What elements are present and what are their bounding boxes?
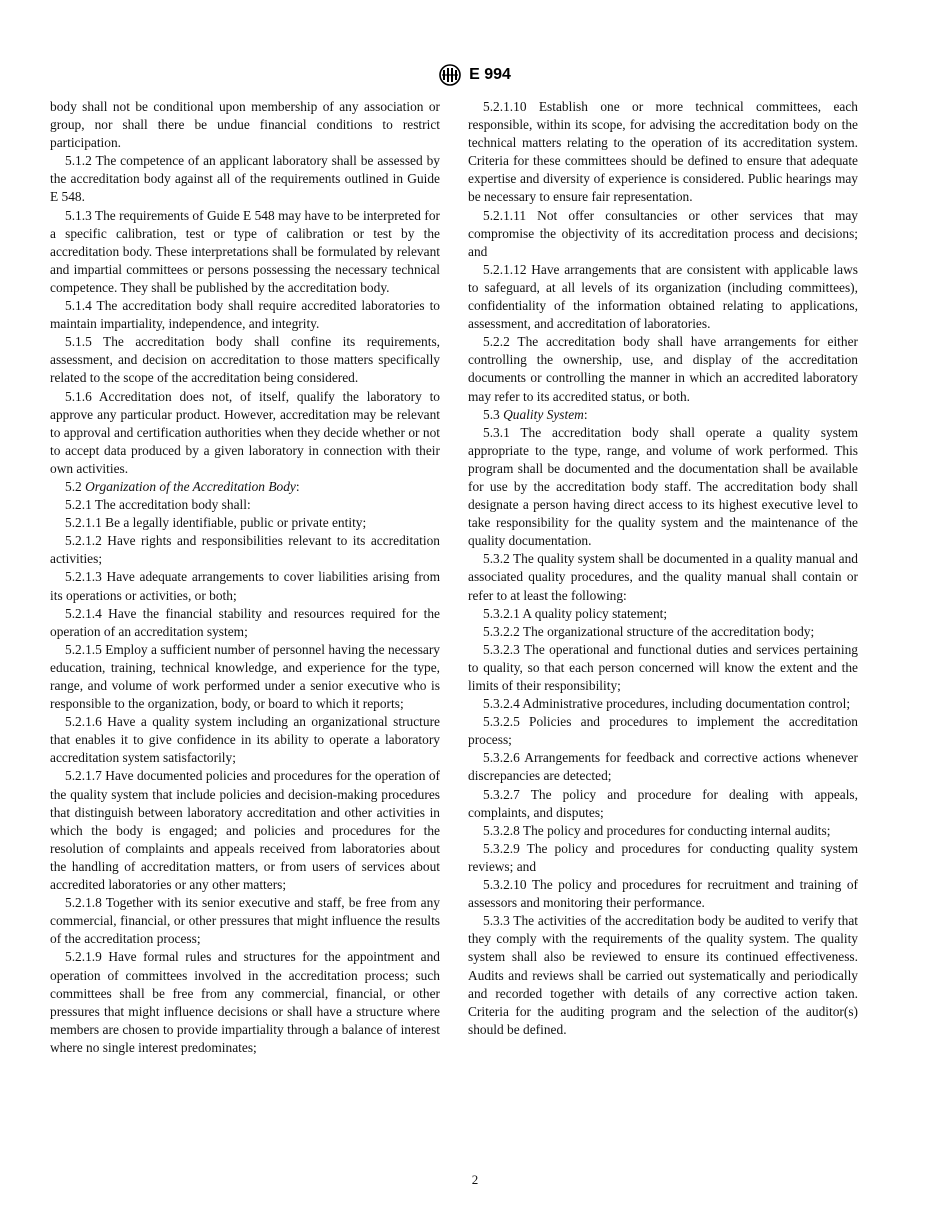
paragraph: 5.3.2.7 The policy and procedure for dealing with appeals, complaints, and disputes; [468, 786, 858, 820]
paragraph: 5.1.3 The requirements of Guide E 548 may have to be interpreted for a specific calibration, test or type of calibration or test by the accreditation body. These interpretations shall be formulated by relevant and impartial committees or persons possessing the necessary technical competence. They shall be published by the accreditation body. [50, 207, 440, 295]
paragraph: 5.3.2.8 The policy and procedures for conducting internal audits; [483, 822, 831, 838]
section-heading [468, 406, 858, 424]
paragraph: 5.2.1.1 Be a legally identifiable, public or private entity; [65, 515, 367, 531]
paragraph: 5.1.2 The competence of an applicant laboratory shall be assessed by the accreditation body against all of the requirements outlined in Guide E 548. [50, 153, 440, 205]
standard-designation: E 994 [469, 66, 511, 83]
paragraph: 5.2.1.11 Not offer consultancies or other services that may compromise the objectivity of its accreditation process and decisions; and [468, 207, 858, 259]
section-title-suffix: : [583, 406, 588, 422]
paragraph: 5.2.1.6 Have a quality system including an organizational structure that enables it to give confidence in its ability to operate a laboratory accreditation system satisfactorily; [50, 714, 440, 766]
paragraph: 5.2.1.5 Employ a sufficient number of personnel having the necessary education, training, technical knowledge, and experience for the type, range, and volume of work performed under a senior executive who is responsible to the organization, body, or board to which it reports; [50, 641, 440, 712]
paragraph: 5.3.2.6 Arrangements for feedback and corrective actions whenever discrepancies are detected; [468, 750, 858, 784]
paragraph: 5.2.1.4 Have the financial stability and resources required for the operation of an accreditation system; [50, 605, 440, 639]
paragraph: 5.3.1 The accreditation body shall operate a quality system appropriate to the type, range, and volume of work performed. This program shall be documented and the documentation shall be available for use by the accreditation body staff. The accreditation body shall designate a person having direct access to its highest executive level to take responsibility for the quality system and the maintenance of the quality documentation. [468, 424, 858, 549]
section-title-suffix: : [295, 478, 300, 494]
section-number: 5.3 [483, 406, 500, 422]
paragraph: 5.1.4 The accreditation body shall require accredited laboratories to maintain impartiality, independence, and integrity. [50, 298, 440, 332]
paragraph: 5.3.2 The quality system shall be documented in a quality manual and associated quality procedures, and the quality manual shall contain or refer to at least the following: [468, 551, 858, 603]
paragraph: 5.1.6 Accreditation does not, of itself, qualify the laboratory to approve any particular product. However, accreditation may be relevant to approval and certification authorities when they decide whether or not to accept data produced by a given laboratory in connection with their own activities. [50, 388, 440, 476]
section-heading [50, 478, 440, 496]
paragraph: 5.3.2.4 Administrative procedures, including documentation control; [483, 696, 851, 712]
paragraph: 5.2.1.10 Establish one or more technical committees, each responsible, within its scope, for advising the accreditation body on the technical matters relating to the operation of its accreditation system. Criteria for these committees should be defined to ensure that adequate expertise and diversity of experience is considered. Public hearings may be necessary to ensure fair representation. [468, 99, 858, 205]
paragraph: 5.3.2.9 The policy and procedures for conducting quality system reviews; and [468, 840, 858, 874]
section-number: 5.2 [65, 478, 82, 494]
paragraph: 5.2.1.2 Have rights and responsibilities relevant to its accreditation activities; [50, 533, 440, 567]
paragraph: 5.1.5 The accreditation body shall confine its requirements, assessment, and decision on accreditation to those matters specifically related to the scope of the accreditation being considered. [50, 334, 440, 386]
page-header [0, 63, 950, 87]
paragraph: 5.2.2 The accreditation body shall have arrangements for either controlling the ownership, use, and display of the accreditation documents or controlling the manner in which an accredited laboratory may refer to its accredited status, or both. [468, 334, 858, 404]
section-title: Organization of the Accreditation Body [85, 478, 296, 494]
left-column [50, 98, 440, 1057]
right-column [468, 98, 858, 1039]
paragraph: body shall not be conditional upon membership of any association or group, nor shall there be undue financial conditions to restrict participation. [50, 99, 440, 151]
paragraph: 5.2.1.12 Have arrangements that are consistent with applicable laws to safeguard, at all levels of its organization (including committees), confidentiality of the information obtained relating to applications, assessment, and accreditation of laboratories. [468, 261, 858, 332]
paragraph: 5.2.1.8 Together with its senior executive and staff, be free from any commercial, financial, or other pressures that might influence the results of the accreditation process; [50, 895, 440, 947]
paragraph: 5.3.2.1 A quality policy statement; [483, 605, 668, 621]
paragraph: 5.3.2.10 The policy and procedures for recruitment and training of assessors and monitoring their performance. [468, 877, 858, 911]
astm-logo-icon [439, 64, 461, 86]
paragraph: 5.3.2.3 The operational and functional duties and services pertaining to quality, so that each person concerned will know the extent and the limits of their responsibility; [468, 641, 858, 693]
paragraph: 5.2.1.9 Have formal rules and structures for the appointment and operation of committees involved in the accreditation process; such committees shall be free from any commercial, financial, or other pressures that might influence decisions or shall have a structure where members are chosen to provide impartiality through a balance of interest where no single interest predominates; [50, 949, 440, 1055]
paragraph: 5.2.1 The accreditation body shall: [65, 497, 251, 513]
paragraph: 5.2.1.7 Have documented policies and procedures for the operation of the quality system that include policies and decision-making procedures that distinguish between laboratory accreditation and other activities in which the body is engaged; and policies and procedures for the resolution of complaints and appeals received from laboratories about the handling of accreditation matters, or from users of services about accredited laboratories or any other matters; [50, 768, 440, 893]
page-number: 2 [471, 1172, 479, 1187]
paragraph: 5.3.2.5 Policies and procedures to implement the accreditation process; [468, 714, 858, 748]
paragraph: 5.3.3 The activities of the accreditation body be audited to verify that they comply with the requirements of the quality system. The quality system shall also be reviewed to ensure its continued effectiveness. Audits and reviews shall be carried out systematically and periodically and recorded together with details of any corrective action taken. Criteria for the auditing program and the selection of the auditor(s) should be defined. [468, 913, 858, 1037]
paragraph: 5.3.2.2 The organizational structure of the accreditation body; [483, 623, 815, 639]
section-title: Quality System [503, 406, 584, 422]
paragraph: 5.2.1.3 Have adequate arrangements to cover liabilities arising from its operations or activities, or both; [50, 569, 440, 603]
